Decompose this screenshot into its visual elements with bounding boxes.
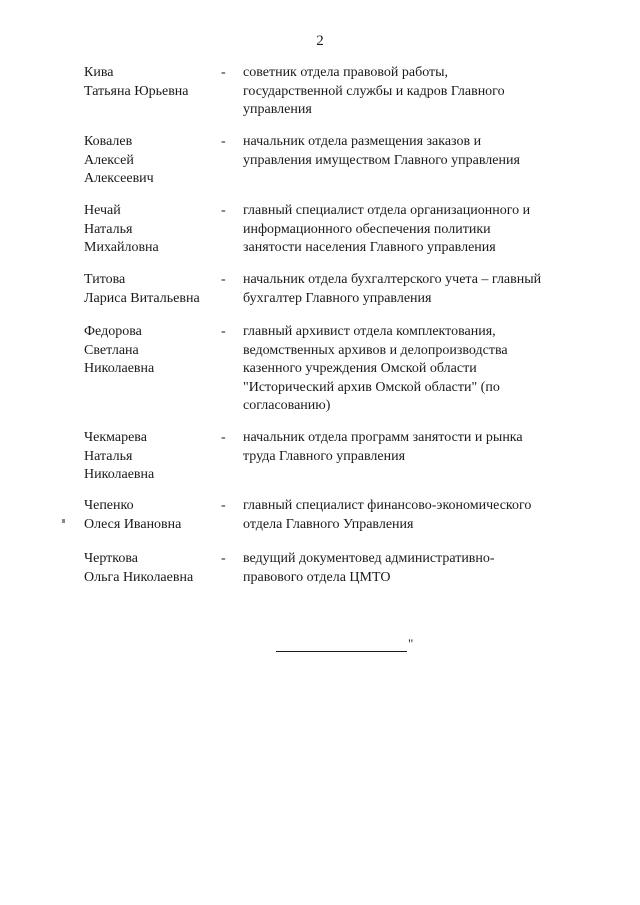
position-line: главный специалист финансово-экономического	[243, 498, 532, 513]
name-line: Николаевна	[84, 467, 155, 482]
position-line: занятости населения Главного управления	[243, 240, 496, 255]
separator-dash: -	[221, 324, 226, 339]
position-line: ведущий документовед административно-	[243, 551, 495, 566]
position-line: бухгалтер Главного управления	[243, 290, 432, 306]
name-line: Наталья	[84, 221, 133, 237]
position-line: согласованию)	[243, 398, 331, 413]
separator-dash: -	[221, 134, 226, 149]
position-line: начальник отдела программ занятости и рынка	[243, 430, 523, 445]
position-line: начальник отдела размещения заказов и	[243, 134, 482, 149]
name-line: Ольга Николаевна	[84, 569, 194, 585]
name-line: Лариса Витальевна	[84, 290, 200, 306]
name-line: Чекмарева	[84, 430, 147, 445]
name-line: Ковалев	[84, 134, 133, 149]
name-line: Олеся Ивановна	[84, 516, 182, 532]
staff-position	[243, 323, 573, 416]
name-line: Алексеевич	[84, 171, 154, 186]
name-line: Титова	[84, 272, 126, 287]
staff-name	[84, 202, 224, 258]
position-line: "Исторический архив Омской области" (по	[243, 379, 500, 395]
name-line: Светлана	[84, 342, 139, 358]
staff-position	[243, 550, 573, 587]
name-line: Чепенко	[84, 498, 134, 513]
name-line: Михайловна	[84, 240, 159, 255]
closing-quote: "	[408, 636, 414, 651]
staff-position	[243, 497, 573, 534]
name-line: Кива	[84, 65, 114, 80]
staff-name	[84, 323, 224, 379]
staff-name	[84, 497, 224, 534]
position-line: государственной службы и кадров Главного	[243, 83, 505, 99]
staff-position	[243, 429, 573, 466]
separator-dash: -	[221, 430, 226, 445]
position-line: управления	[243, 102, 312, 117]
separator-dash: -	[221, 272, 226, 287]
staff-position	[243, 64, 573, 120]
staff-name	[84, 429, 224, 485]
page-number: 2	[316, 33, 324, 49]
staff-name	[84, 550, 224, 587]
position-line: информационного обеспечения политики	[243, 221, 491, 237]
staff-position	[243, 133, 573, 170]
closing-rule	[276, 651, 407, 652]
position-line: ведомственных архивов и делопроизводства	[243, 342, 508, 358]
name-line: Нечай	[84, 203, 121, 218]
position-line: отдела Главного Управления	[243, 516, 414, 532]
position-line: главный архивист отдела комплектования,	[243, 324, 496, 339]
position-line: казенного учреждения Омской области	[243, 361, 477, 376]
scan-speck	[62, 519, 65, 523]
separator-dash: -	[221, 551, 226, 566]
position-line: труда Главного управления	[243, 448, 406, 464]
staff-name	[84, 271, 224, 308]
name-line: Черткова	[84, 551, 138, 566]
separator-dash: -	[221, 65, 226, 80]
name-line: Алексей	[84, 152, 134, 168]
position-line: управления имуществом Главного управления	[243, 152, 520, 168]
staff-name	[84, 133, 224, 189]
name-line: Татьяна Юрьевна	[84, 83, 189, 99]
staff-position	[243, 271, 573, 308]
staff-name	[84, 64, 224, 101]
position-line: главный специалист отдела организационного и	[243, 203, 531, 218]
position-line: правового отдела ЦМТО	[243, 569, 391, 585]
name-line: Федорова	[84, 324, 142, 339]
name-line: Николаевна	[84, 361, 155, 376]
position-line: начальник отдела бухгалтерского учета – главный	[243, 272, 542, 287]
separator-dash: -	[221, 203, 226, 218]
position-line: советник отдела правовой работы,	[243, 65, 449, 80]
separator-dash: -	[221, 498, 226, 513]
staff-position	[243, 202, 573, 258]
name-line: Наталья	[84, 448, 133, 464]
